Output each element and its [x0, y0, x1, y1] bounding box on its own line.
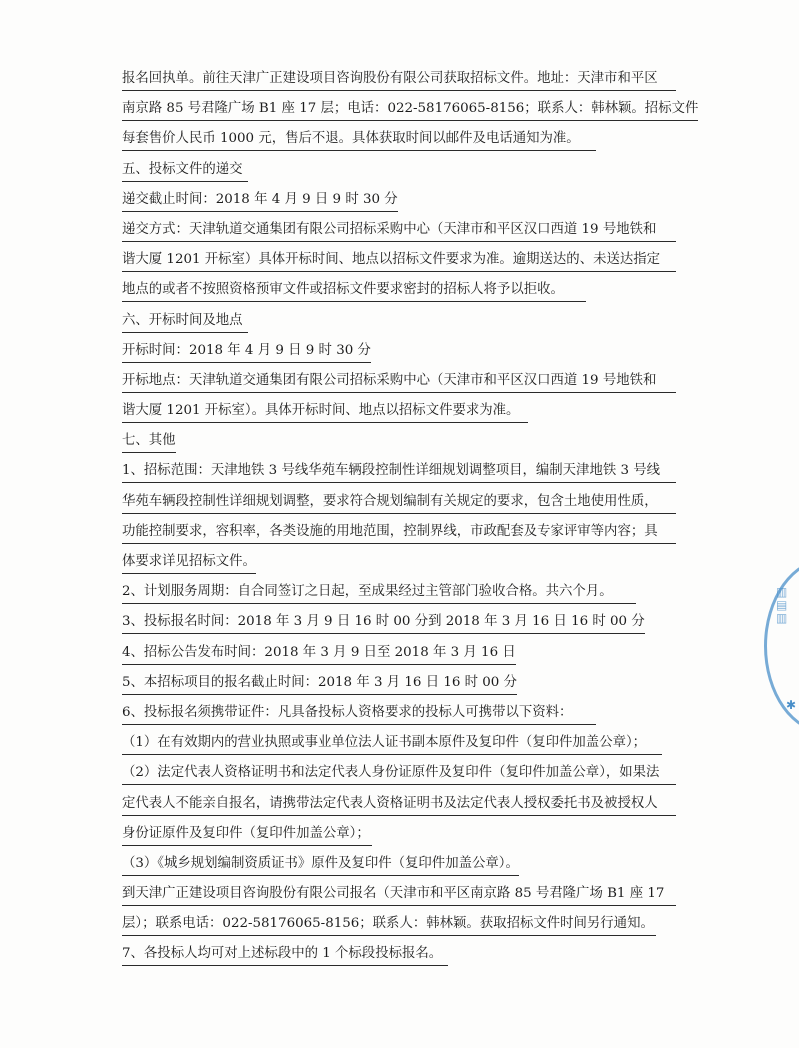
- text-line-content: 3、投标报名时间：2018 年 3 月 9 日 16 时 00 分到 2018 年 3 月 16 日 16 时 00 分: [122, 612, 645, 634]
- seal-stamp: [752, 548, 799, 738]
- seal-text: ▥ ▤ ▥: [776, 585, 788, 625]
- text-line: [122, 456, 692, 486]
- text-line-content: 1、招标范围：天津地铁 3 号线华苑车辆段控制性详细规划调整项目，编制天津地铁 3 号线: [122, 461, 676, 483]
- text-line: [122, 728, 692, 758]
- text-line-content: 递交截止时间：2018 年 4 月 9 日 9 时 30 分: [122, 190, 398, 212]
- text-line: [122, 487, 692, 517]
- text-line: [122, 607, 692, 637]
- text-line-content: 层）；联系电话：022-58176065-8156；联系人：韩林颖。获取招标文件时间另行通知。: [122, 914, 656, 936]
- text-line: [122, 819, 692, 849]
- text-line: [122, 879, 692, 909]
- text-line: [122, 396, 692, 426]
- text-line-content: 开标地点：天津轨道交通集团有限公司招标采购中心（天津市和平区汉口西道 19 号地铁和: [122, 371, 676, 393]
- text-line: [122, 275, 692, 305]
- text-line: [122, 789, 692, 819]
- document-body: [122, 64, 699, 970]
- text-line-content: 定代表人不能亲自报名，请携带法定代表人资格证明书及法定代表人授权委托书及被授权人: [122, 794, 676, 816]
- text-line-content: 六、开标时间及地点: [122, 311, 248, 333]
- text-line-content: 每套售价人民币 1000 元，售后不退。具体获取时间以邮件及电话通知为准。: [122, 129, 596, 151]
- text-line: [122, 547, 692, 577]
- text-line-content: 递交方式：天津轨道交通集团有限公司招标采购中心（天津市和平区汉口西道 19 号地铁和: [122, 220, 676, 242]
- text-line: [122, 909, 692, 939]
- seal-star-icon: ✱: [786, 698, 797, 712]
- text-line: [122, 185, 692, 215]
- text-line-content: 地点的或者不按照资格预审文件或招标文件要求密封的招标人将予以拒收。: [122, 280, 586, 302]
- text-line: [122, 517, 692, 547]
- text-line-content: 6、投标报名须携带证件：凡具备投标人资格要求的投标人可携带以下资料：: [122, 703, 596, 725]
- text-line-content: 5、本招标项目的报名截止时间：2018 年 3 月 16 日 16 时 00 分: [122, 673, 517, 695]
- text-line: [122, 366, 692, 396]
- text-line: [122, 698, 692, 728]
- text-line: [122, 155, 692, 185]
- text-line-content: 功能控制要求，容积率，各类设施的用地范围，控制界线，市政配套及专家评审等内容；具: [122, 522, 676, 544]
- text-line-content: 报名回执单。前往天津广正建设项目咨询股份有限公司获取招标文件。地址：天津市和平区: [122, 69, 676, 91]
- text-line-content: （1）在有效期内的营业执照或事业单位法人证书副本原件及复印件（复印件加盖公章）；: [122, 733, 662, 755]
- text-line-content: 开标时间：2018 年 4 月 9 日 9 时 30 分: [122, 341, 371, 363]
- text-line-content: 南京路 85 号君隆广场 B1 座 17 层；电话：022-58176065-8156；联系人：韩林颖。招标文件: [122, 99, 698, 121]
- text-line-content: （3）《城乡规划编制资质证书》原件及复印件（复印件加盖公章）。: [122, 854, 519, 876]
- text-line: [122, 939, 692, 969]
- text-line-content: 到天津广正建设项目咨询股份有限公司报名（天津市和平区南京路 85 号君隆广场 B1 座 17: [122, 884, 676, 906]
- text-line-content: 身份证原件及复印件（复印件加盖公章）；: [122, 824, 372, 846]
- text-line-content: 华苑车辆段控制性详细规划调整，要求符合规划编制有关规定的要求，包含土地使用性质，: [122, 492, 676, 514]
- text-line-content: 4、招标公告发布时间：2018 年 3 月 9 日至 2018 年 3 月 16 日: [122, 643, 516, 665]
- text-line: [122, 668, 692, 698]
- text-line: [122, 64, 692, 94]
- text-line: [122, 94, 699, 124]
- text-line-content: 2、计划服务周期：自合同签订之日起，至成果经过主管部门验收合格。共六个月。: [122, 582, 636, 604]
- text-line: [122, 638, 692, 668]
- text-line-content: 七、其他: [122, 431, 176, 453]
- text-line: [122, 336, 692, 366]
- text-line-content: 五、投标文件的递交: [122, 160, 248, 182]
- text-line-content: 谐大厦 1201 开标室）具体开标时间、地点以招标文件要求为准。逾期送达的、未送达指定: [122, 250, 676, 272]
- text-line: [122, 215, 692, 245]
- text-line: [122, 849, 692, 879]
- text-line: [122, 426, 692, 456]
- text-line: [122, 758, 692, 788]
- text-line-content: 体要求详见招标文件。: [122, 552, 256, 574]
- text-line: [122, 306, 692, 336]
- text-line-content: 7、各投标人均可对上述标段中的 1 个标段投标报名。: [122, 944, 448, 966]
- text-line: [122, 577, 692, 607]
- text-line-content: 谐大厦 1201 开标室）。具体开标时间、地点以招标文件要求为准。: [122, 401, 528, 423]
- text-line: [122, 124, 692, 154]
- text-line-content: （2）法定代表人资格证明书和法定代表人身份证原件及复印件（复印件加盖公章），如果法: [122, 763, 676, 785]
- text-line: [122, 245, 692, 275]
